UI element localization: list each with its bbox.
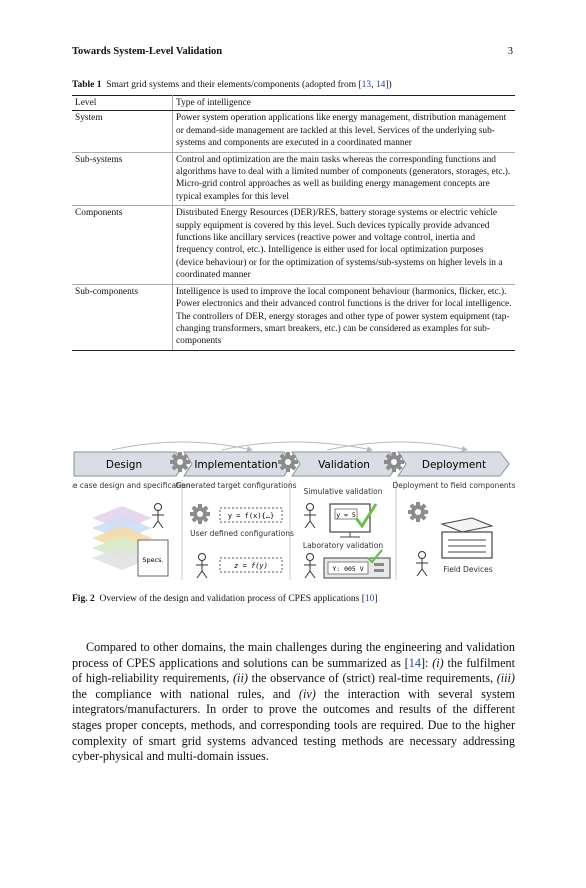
gear-icon [278, 452, 298, 472]
running-title: Towards System-Level Validation [72, 46, 223, 57]
gear-icon [384, 452, 404, 472]
design-caption: Use case design and specification [72, 481, 191, 490]
table-row [72, 284, 515, 350]
tester-icon [304, 504, 316, 529]
figure-label: Fig. 2 [72, 594, 95, 604]
code-user: z = f(y) [234, 562, 268, 570]
citation-link[interactable]: 14 [408, 655, 421, 670]
developer-icon [196, 554, 208, 579]
intelligence-cell: Power system operation applications like energy management, distribution management or demand-side management are tackled at this level. Services of the underlying sub-systems and components are executed in a coordinated manner [173, 111, 516, 152]
deployment-caption: Deployment to field components [392, 481, 516, 490]
stage-label-validation: Validation [318, 459, 370, 471]
feedback-arc [112, 442, 252, 450]
gear-icon [170, 452, 190, 472]
body-paragraph [72, 640, 515, 765]
field-devices-caption: Field Devices [443, 565, 493, 574]
code-generated: y = f(x){…} [227, 512, 275, 520]
table-caption [72, 80, 517, 90]
col-header-level: Level [72, 96, 173, 111]
lab-tester-icon [304, 554, 316, 579]
process-figure [72, 440, 517, 590]
engineer-icon [152, 504, 164, 529]
body-text: the compliance with national rules, and [72, 686, 299, 701]
intelligence-cell: Control and optimization are the main tasks whereas the corresponding functions and algorithms have to deal with a limited number of components (generators, storages, etc.). Micro-grid control approaches as well as building energy management concepts are typical examples for this level [173, 152, 516, 206]
table-row [72, 152, 515, 206]
body-text: the observance of (strict) real-time requirements, [247, 671, 497, 686]
figure-caption-end: ] [374, 594, 378, 604]
level-cell: System [72, 111, 173, 152]
table-row [72, 206, 515, 284]
level-cell: Sub-systems [72, 152, 173, 206]
citation-link[interactable]: 13 [361, 80, 372, 90]
impl-generated-caption: Generated target configurations [175, 481, 297, 490]
body-text: the interaction with several system integrators/manufacturers. In order to prove the outcomes and results of the different stages proper concepts, methods, and corresponding tools are required. Due to the higher complexity of smart grid systems advanced testing methods are necessary addressing cyber-physical and multi-domain issues. [72, 686, 515, 764]
operator-icon [416, 552, 428, 577]
intelligence-cell: Intelligence is used to improve the local component behaviour (harmonics, flicker, etc.). Power electronics and their advanced control functions is the driver for local intelligence. The controllers of DER, energy storages and other type of power system equipment (tap-changing transformers, smart breakers, etc.) can be considered as examples for sub-components [173, 284, 516, 350]
list-marker: (iv) [298, 686, 316, 701]
table-caption-text: Smart grid systems and their elements/components (adopted from [ [106, 80, 362, 90]
smart-grid-table [72, 95, 515, 351]
body-text: ]: [420, 655, 433, 670]
stage-label-deployment: Deployment [421, 459, 487, 471]
col-header-intelligence: Type of intelligence [173, 96, 516, 111]
monitor-value: y = 5 [336, 511, 356, 519]
body-text: the fulfilment of high-reliability requirements, [72, 655, 515, 686]
stage-label-implementation: Implementation [194, 459, 278, 471]
impl-user-caption: User defined configurations [190, 529, 294, 538]
feedback-arc [327, 442, 467, 450]
list-marker: (i) [432, 655, 444, 670]
intelligence-cell: Distributed Energy Resources (DER)/RES, battery storage systems or electric vehicle supply equipment is covered by this level. Such devices typically provide advanced functions like ancillary services (reactive power and voltage control, inertia and frequency control, etc.). Intelligence is either used for local optimization purposes (device behaviour) or for the optimization of systems/sub-systems on higher levels in a coordinated manner [173, 206, 516, 284]
device-value: Y: 005 V [332, 565, 364, 573]
specs-label: Specs. [142, 556, 164, 564]
gear-icon [408, 502, 428, 522]
laboratory-validation-caption: Laboratory validation [302, 541, 384, 550]
list-marker: (ii) [233, 671, 248, 686]
simulative-validation-caption: Simulative validation [303, 487, 383, 496]
level-cell: Components [72, 206, 173, 284]
field-device-icon [442, 518, 492, 558]
caption-end: ]) [385, 80, 392, 90]
stage-label-design: Design [105, 459, 143, 471]
page-number: 3 [507, 46, 513, 57]
caption-separator: , [371, 80, 376, 90]
body-text: Compared to other domains, the main challenges during the engineering and validation process of CPES applications and solutions can be summarized as [ [72, 640, 515, 670]
list-marker: (iii) [496, 671, 515, 686]
running-header [72, 46, 513, 57]
table-header-row [72, 96, 515, 111]
figure-caption-text: Overview of the design and validation process of CPES applications [ [99, 594, 365, 604]
specs-document-icon [138, 540, 168, 576]
table-row [72, 111, 515, 152]
figure-caption [72, 594, 517, 604]
citation-link[interactable]: 14 [375, 80, 386, 90]
gear-icon [190, 504, 210, 524]
citation-link[interactable]: 10 [364, 594, 375, 604]
level-cell: Sub-components [72, 284, 173, 350]
process-diagram [72, 440, 517, 590]
table-label: Table 1 [72, 80, 102, 90]
